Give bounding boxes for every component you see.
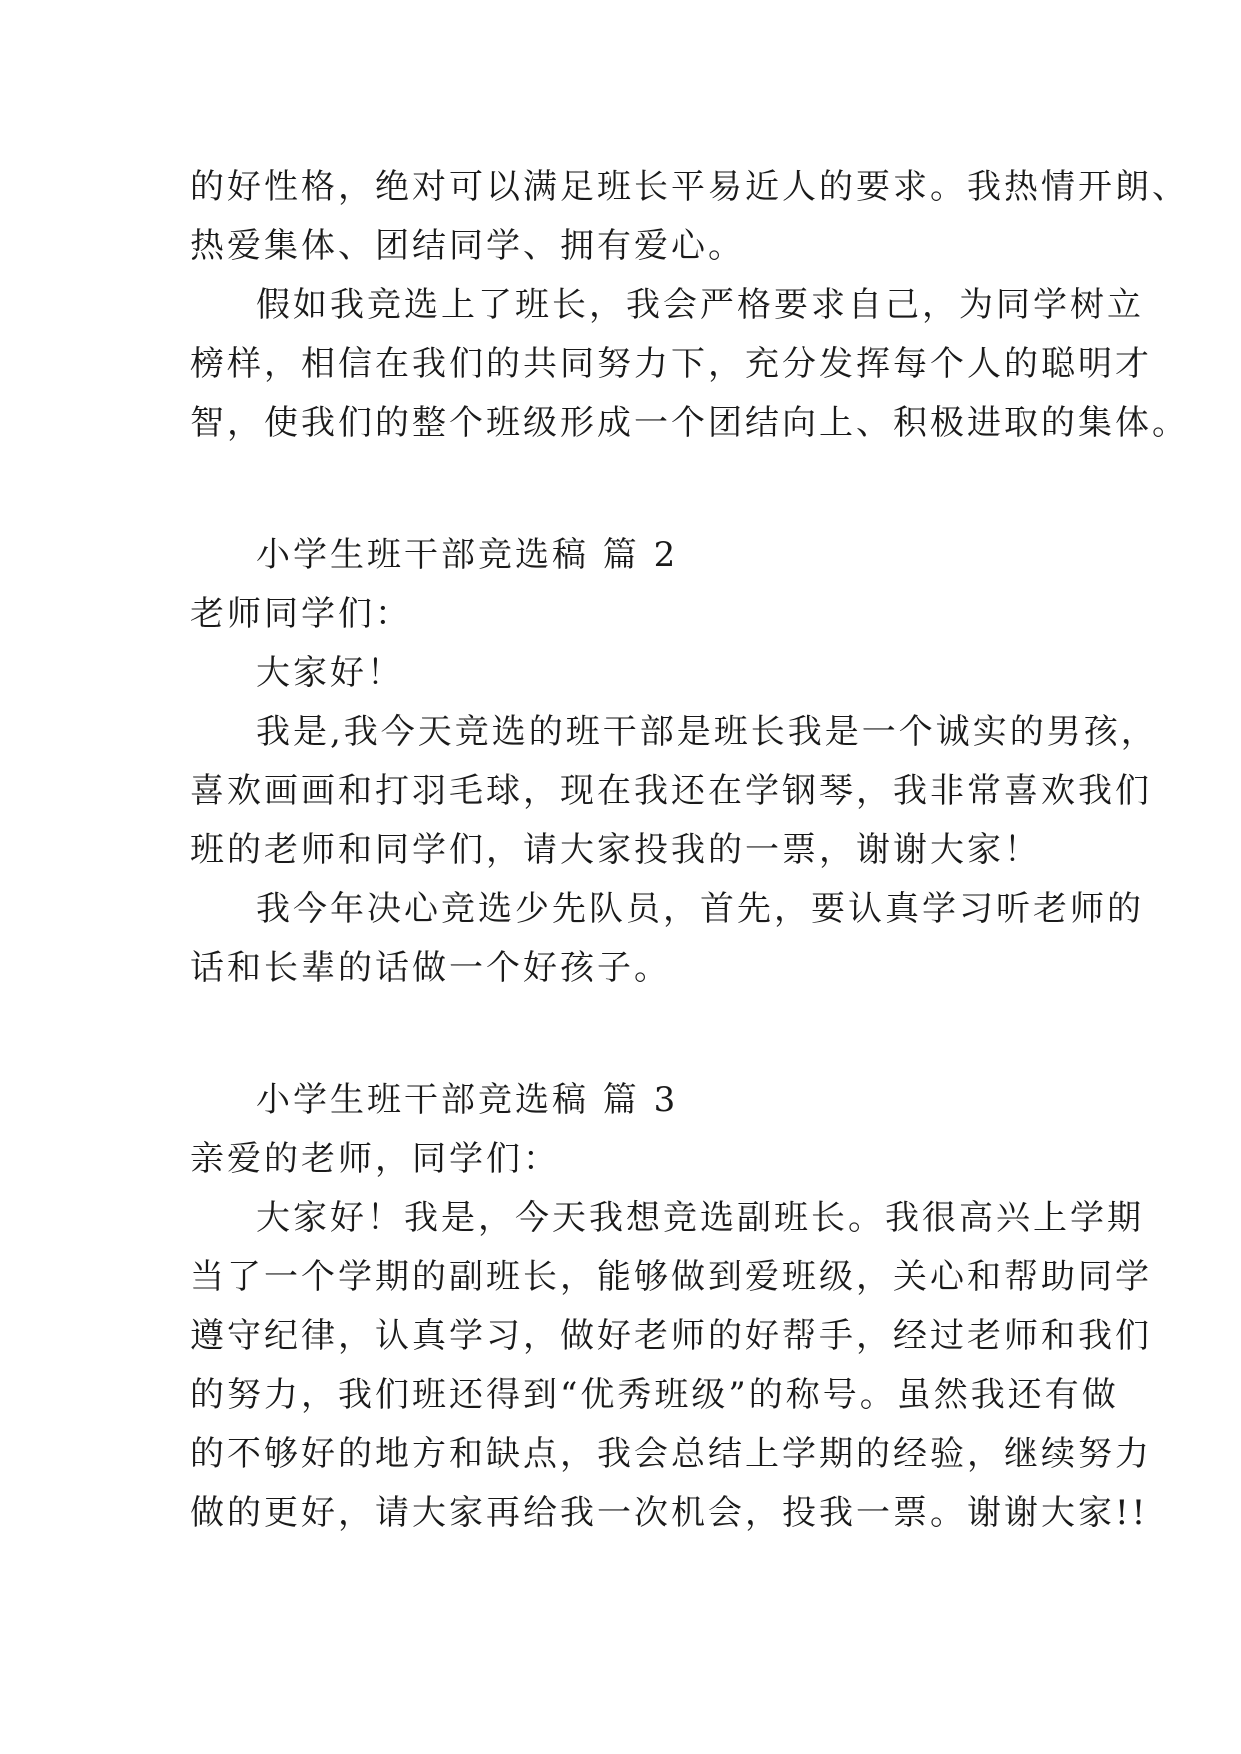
paragraph-line: 的好性格，绝对可以满足班长平易近人的要求。我热情开朗、 (190, 167, 1189, 207)
greeting: 大家好！ (256, 653, 404, 693)
section-gap (190, 453, 1060, 526)
paragraph-line: 做的更好，请大家再给我一次机会，投我一票。谢谢大家!! (190, 1493, 1149, 1533)
paragraph-line: 大家好！我是，今天我想竞选副班长。我很高兴上学期 (256, 1198, 1144, 1238)
paragraph-line: 我今年决心竞选少先队员，首先，要认真学习听老师的 (256, 889, 1144, 929)
section-2 (190, 526, 1158, 998)
paragraph-line: 班的老师和同学们，请大家投我的一票，谢谢大家！ (190, 830, 1041, 870)
paragraph-line: 智，使我们的整个班级形成一个团结向上、积极进取的集体。 (190, 403, 1189, 443)
salutation: 老师同学们： (190, 594, 412, 634)
section-heading: 小学生班干部竞选稿 篇 2 (256, 535, 679, 575)
paragraph-line: 假如我竞选上了班长，我会严格要求自己，为同学树立 (256, 285, 1144, 325)
paragraph-line: 喜欢画画和打羽毛球，现在我还在学钢琴，我非常喜欢我们 (190, 771, 1152, 811)
section-gap (190, 998, 1060, 1071)
paragraph-line: 热爱集体、团结同学、拥有爱心。 (190, 226, 745, 266)
paragraph-line: 话和长辈的话做一个好孩子。 (190, 948, 671, 988)
document-body (190, 158, 1189, 1543)
paragraph-line: 我是,我今天竞选的班干部是班长我是一个诚实的男孩， (256, 712, 1158, 752)
salutation: 亲爱的老师，同学们： (190, 1139, 560, 1179)
paragraph-line: 的努力，我们班还得到“优秀班级”的称号。虽然我还有做 (190, 1375, 1119, 1415)
section-heading: 小学生班干部竞选稿 篇 3 (256, 1080, 679, 1120)
section-1 (190, 158, 1189, 453)
paragraph-line: 榜样，相信在我们的共同努力下，充分发挥每个人的聪明才 (190, 344, 1152, 384)
section-3 (190, 1071, 1152, 1543)
paragraph-line: 遵守纪律，认真学习，做好老师的好帮手，经过老师和我们 (190, 1316, 1152, 1356)
paragraph-line: 的不够好的地方和缺点，我会总结上学期的经验，继续努力 (190, 1434, 1152, 1474)
paragraph-line: 当了一个学期的副班长，能够做到爱班级，关心和帮助同学 (190, 1257, 1152, 1297)
